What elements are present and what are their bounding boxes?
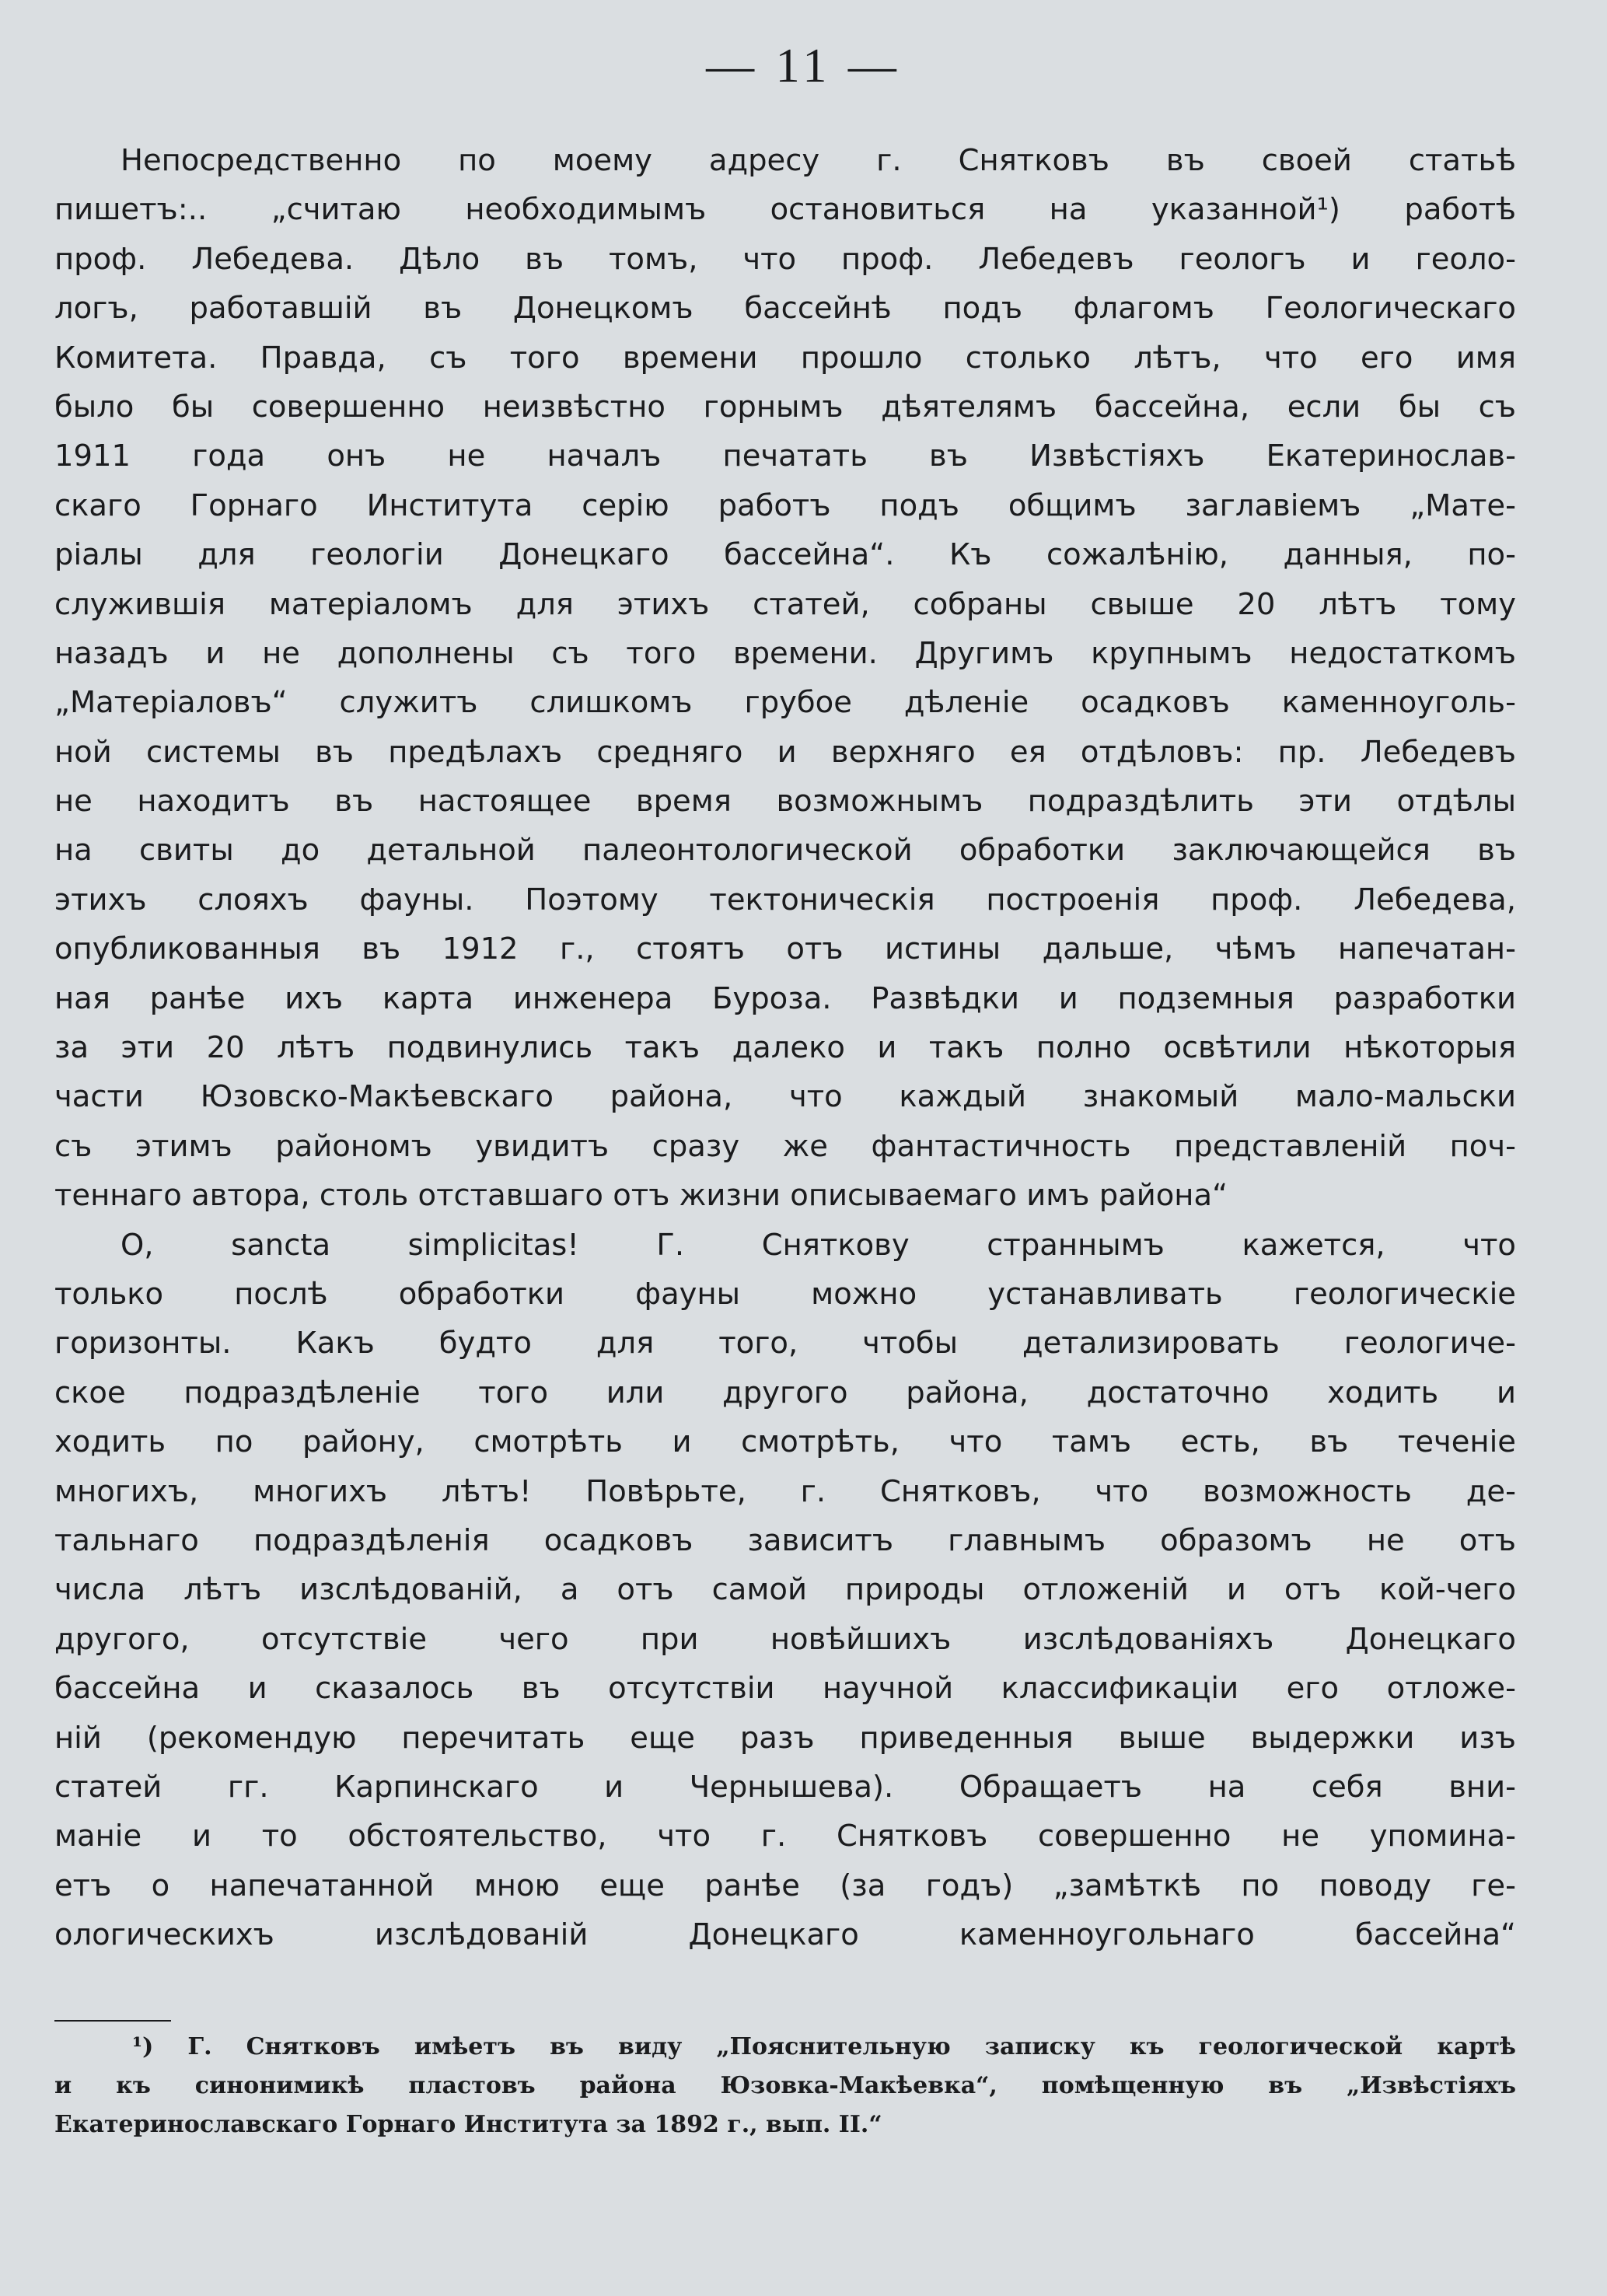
text-line: за эти 20 лѣтъ подвинулись такъ далеко и такъ полно освѣтили нѣкоторыя [54,1030,1516,1066]
text-line: ній (рекомендую перечитать еще разъ приведенныя выше выдержки изъ [54,1720,1516,1756]
text-line: другого, отсутствіе чего при новѣйшихъ изслѣдованіяхъ Донецкаго [54,1621,1516,1657]
footnote-line: ¹) Г. Снятковъ имѣетъ въ виду „Пояснительную записку къ геологической картѣ [132,2033,1516,2060]
text-line: тальнаго подраздѣленія осадковъ зависитъ главнымъ образомъ не отъ [54,1522,1516,1558]
text-line: ходить по району, смотрѣть и смотрѣть, что тамъ есть, въ теченіе [54,1424,1516,1460]
text-line: Непосредственно по моему адресу г. Снятковъ въ своей статьѣ [121,143,1516,178]
text-line: статей гг. Карпинскаго и Чернышева). Обращаетъ на себя вни- [54,1769,1516,1805]
text-line: части Юзовско-Макѣевскаго района, что каждый знакомый мало-мальски [54,1079,1516,1115]
text-line: логъ, работавшій въ Донецкомъ бассейнѣ подъ флагомъ Геологическаго [54,291,1516,327]
text-line: ной системы въ предѣлахъ средняго и верхняго ея отдѣловъ: пр. Лебедевъ [54,734,1516,770]
footnote-line: Екатеринославскаго Горнаго Института за 1892 г., вып. II.“ [54,2111,882,2138]
page-number: — 11 — [706,40,901,93]
text-line: не находитъ въ настоящее время возможнымъ подраздѣлить эти отдѣлы [54,784,1516,820]
text-line: пишетъ:.. „считаю необходимымъ остановиться на указанной¹) работѣ [54,192,1516,228]
text-line: только послѣ обработки фауны можно устанавливать геологическіе [54,1276,1516,1312]
text-line: на свиты до детальной палеонтологической обработки заключающейся въ [54,833,1516,868]
text-line: многихъ, многихъ лѣтъ! Повѣрьте, г. Снятковъ, что возможность де- [54,1473,1516,1509]
text-line: ологическихъ изслѣдованій Донецкаго каменноугольнаго бассейна“ [54,1917,1516,1953]
text-line: маніе и то обстоятельство, что г. Снятковъ совершенно не упомина- [54,1819,1516,1854]
text-line: скаго Горнаго Института серію работъ подъ общимъ заглавіемъ „Мате- [54,488,1516,523]
footnote-line: и къ синонимикѣ пластовъ района Юзовка-Макѣевка“, помѣщенную въ „Извѣстіяхъ [54,2072,1516,2099]
text-line: горизонты. Какъ будто для того, чтобы детализировать геологиче- [54,1326,1516,1361]
text-line: бассейна и сказалось въ отсутствіи научной классификаціи его отложе- [54,1671,1516,1707]
footnote-divider [54,2020,171,2022]
body-text [54,136,1516,1959]
text-line: етъ о напечатанной мною еще ранѣе (за годъ) „замѣткѣ по поводу ге- [54,1868,1516,1903]
text-line: служившія матеріаломъ для этихъ статей, собраны свыше 20 лѣтъ тому [54,586,1516,622]
text-line: числа лѣтъ изслѣдованій, а отъ самой природы отложеній и отъ кой-чего [54,1572,1516,1608]
text-line: O, sancta simplicitas! Г. Сняткову страннымъ кажется, что [121,1227,1516,1263]
text-line: ная ранѣе ихъ карта инженера Буроза. Развѣдки и подземныя разработки [54,980,1516,1016]
text-line: теннаго автора, столь отставшаго отъ жизни описываемаго имъ района“ [54,1178,1228,1214]
text-line: 1911 года онъ не началъ печатать въ Извѣстіяхъ Екатеринослав- [54,439,1516,474]
text-line: опубликованныя въ 1912 г., стоятъ отъ истины дальше, чѣмъ напечатан- [54,931,1516,967]
text-line: назадъ и не дополнены съ того времени. Другимъ крупнымъ недостаткомъ [54,635,1516,671]
text-line: проф. Лебедева. Дѣло въ томъ, что проф. Лебедевъ геологъ и геоло- [54,241,1516,277]
text-line: ское подраздѣленіе того или другого района, достаточно ходить и [54,1375,1516,1410]
text-line: этихъ слояхъ фауны. Поэтому тектоническія построенія проф. Лебедева, [54,882,1516,917]
text-line: было бы совершенно неизвѣстно горнымъ дѣятелямъ бассейна, если бы съ [54,389,1516,425]
text-line: „Матеріаловъ“ служитъ слишкомъ грубое дѣленіе осадковъ каменноуголь- [54,685,1516,721]
text-line: Комитета. Правда, съ того времени прошло столько лѣтъ, что его имя [54,340,1516,376]
footnote [54,2028,1516,2144]
text-line: съ этимъ райономъ увидитъ сразу же фантастичность представленій поч- [54,1128,1516,1164]
text-line: ріалы для геологіи Донецкаго бассейна“. Къ сожалѣнію, данныя, по- [54,537,1516,573]
